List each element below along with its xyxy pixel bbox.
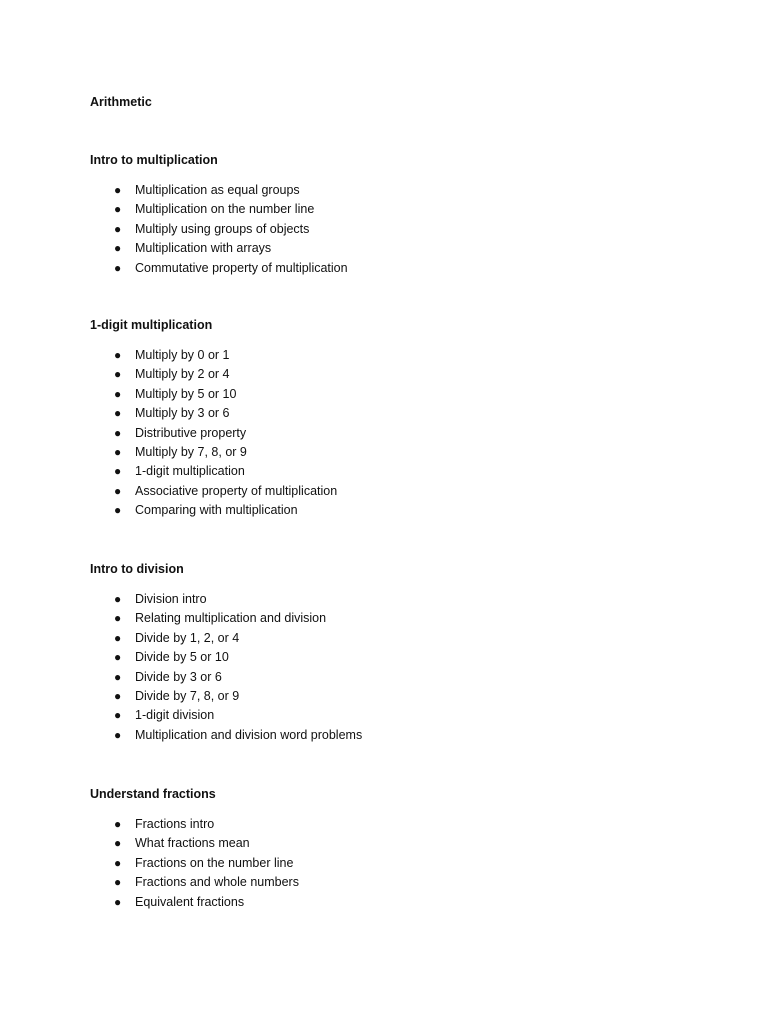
bullet-icon: ● (114, 727, 122, 742)
list-item (90, 482, 710, 501)
list-item (90, 462, 710, 481)
topic-text: Multiply by 7, 8, or 9 (135, 444, 247, 459)
document-title: Arithmetic (90, 95, 152, 109)
bullet-icon: ● (114, 708, 122, 723)
topic-text: Divide by 5 or 10 (135, 650, 229, 665)
topic-text: Multiplication with arrays (135, 241, 272, 256)
section-heading: Intro to division (90, 562, 184, 576)
list-item (90, 893, 710, 912)
bullet-icon: ● (114, 669, 122, 684)
bullet-icon: ● (114, 894, 122, 909)
bullet-icon: ● (114, 836, 122, 851)
section-heading: Understand fractions (90, 787, 216, 801)
list-item (90, 501, 710, 520)
bullet-icon: ● (114, 688, 122, 703)
topic-text: Multiply using groups of objects (135, 221, 310, 236)
topic-text: Multiply by 3 or 6 (135, 406, 230, 421)
topic-text: Multiply by 2 or 4 (135, 367, 230, 382)
section-heading: 1-digit multiplication (90, 318, 213, 332)
list-item (90, 668, 710, 687)
bullet-icon: ● (114, 221, 122, 236)
list-item (90, 629, 710, 648)
bullet-icon: ● (114, 464, 122, 479)
list-item (90, 590, 710, 609)
topic-text: Multiply by 0 or 1 (135, 348, 230, 362)
list-item (90, 239, 710, 258)
bullet-icon: ● (114, 503, 122, 518)
bullet-icon: ● (114, 241, 122, 256)
bullet-icon: ● (114, 630, 122, 645)
topic-text: Relating multiplication and division (135, 611, 327, 626)
bullet-icon: ● (114, 202, 122, 217)
topic-text: Multiplication on the number line (135, 202, 315, 217)
list-item (90, 443, 710, 462)
list-item (90, 648, 710, 667)
bullet-icon: ● (114, 444, 122, 459)
bullet-icon: ● (114, 855, 122, 870)
bullet-icon: ● (114, 260, 122, 275)
topic-text: Fractions and whole numbers (135, 875, 299, 890)
section-intro-to-multiplication (90, 151, 710, 278)
topic-text: Multiply by 5 or 10 (135, 386, 237, 401)
list-item (90, 706, 710, 725)
topic-text: 1-digit multiplication (135, 464, 245, 479)
list-item (90, 404, 710, 423)
bullet-icon: ● (114, 592, 122, 606)
topic-text: Divide by 7, 8, or 9 (135, 688, 240, 703)
section-understand-fractions (90, 785, 710, 912)
topic-text: Fractions intro (135, 817, 215, 831)
bullet-icon: ● (114, 348, 122, 362)
topic-text: Multiplication and division word problems (135, 727, 363, 742)
bullet-icon: ● (114, 611, 122, 626)
bullet-icon: ● (114, 406, 122, 421)
list-item (90, 609, 710, 628)
topic-text: Division intro (135, 592, 207, 606)
bullet-icon: ● (114, 367, 122, 382)
topic-text: Divide by 1, 2, or 4 (135, 630, 240, 645)
list-item (90, 346, 710, 365)
topic-text: Fractions on the number line (135, 855, 294, 870)
topic-text: Commutative property of multiplication (135, 260, 348, 275)
bullet-icon: ● (114, 183, 122, 197)
topic-text: Associative property of multiplication (135, 483, 338, 498)
bullet-icon: ● (114, 483, 122, 498)
list-item (90, 854, 710, 873)
topic-text: What fractions mean (135, 836, 250, 851)
section-1-digit-multiplication (90, 316, 710, 521)
bullet-icon: ● (114, 875, 122, 890)
list-item (90, 424, 710, 443)
list-item (90, 385, 710, 404)
topic-text: Comparing with multiplication (135, 503, 298, 518)
topic-list (90, 181, 710, 278)
topic-text: Distributive property (135, 425, 247, 440)
list-item (90, 181, 710, 200)
bullet-icon: ● (114, 650, 122, 665)
topic-text: 1-digit division (135, 708, 215, 723)
list-item (90, 834, 710, 853)
bullet-icon: ● (114, 386, 122, 401)
topic-list (90, 346, 710, 521)
topic-text: Equivalent fractions (135, 894, 245, 909)
list-item (90, 873, 710, 892)
topic-list (90, 815, 710, 912)
bullet-icon: ● (114, 425, 122, 440)
topic-text: Divide by 3 or 6 (135, 669, 222, 684)
topic-list (90, 590, 710, 745)
list-item (90, 726, 710, 745)
list-item (90, 200, 710, 219)
list-item (90, 365, 710, 384)
topic-text: Multiplication as equal groups (135, 183, 300, 197)
list-item (90, 687, 710, 706)
bullet-icon: ● (114, 817, 122, 831)
list-item (90, 220, 710, 239)
list-item (90, 259, 710, 278)
list-item (90, 815, 710, 834)
section-heading: Intro to multiplication (90, 153, 218, 167)
section-intro-to-division (90, 560, 710, 745)
